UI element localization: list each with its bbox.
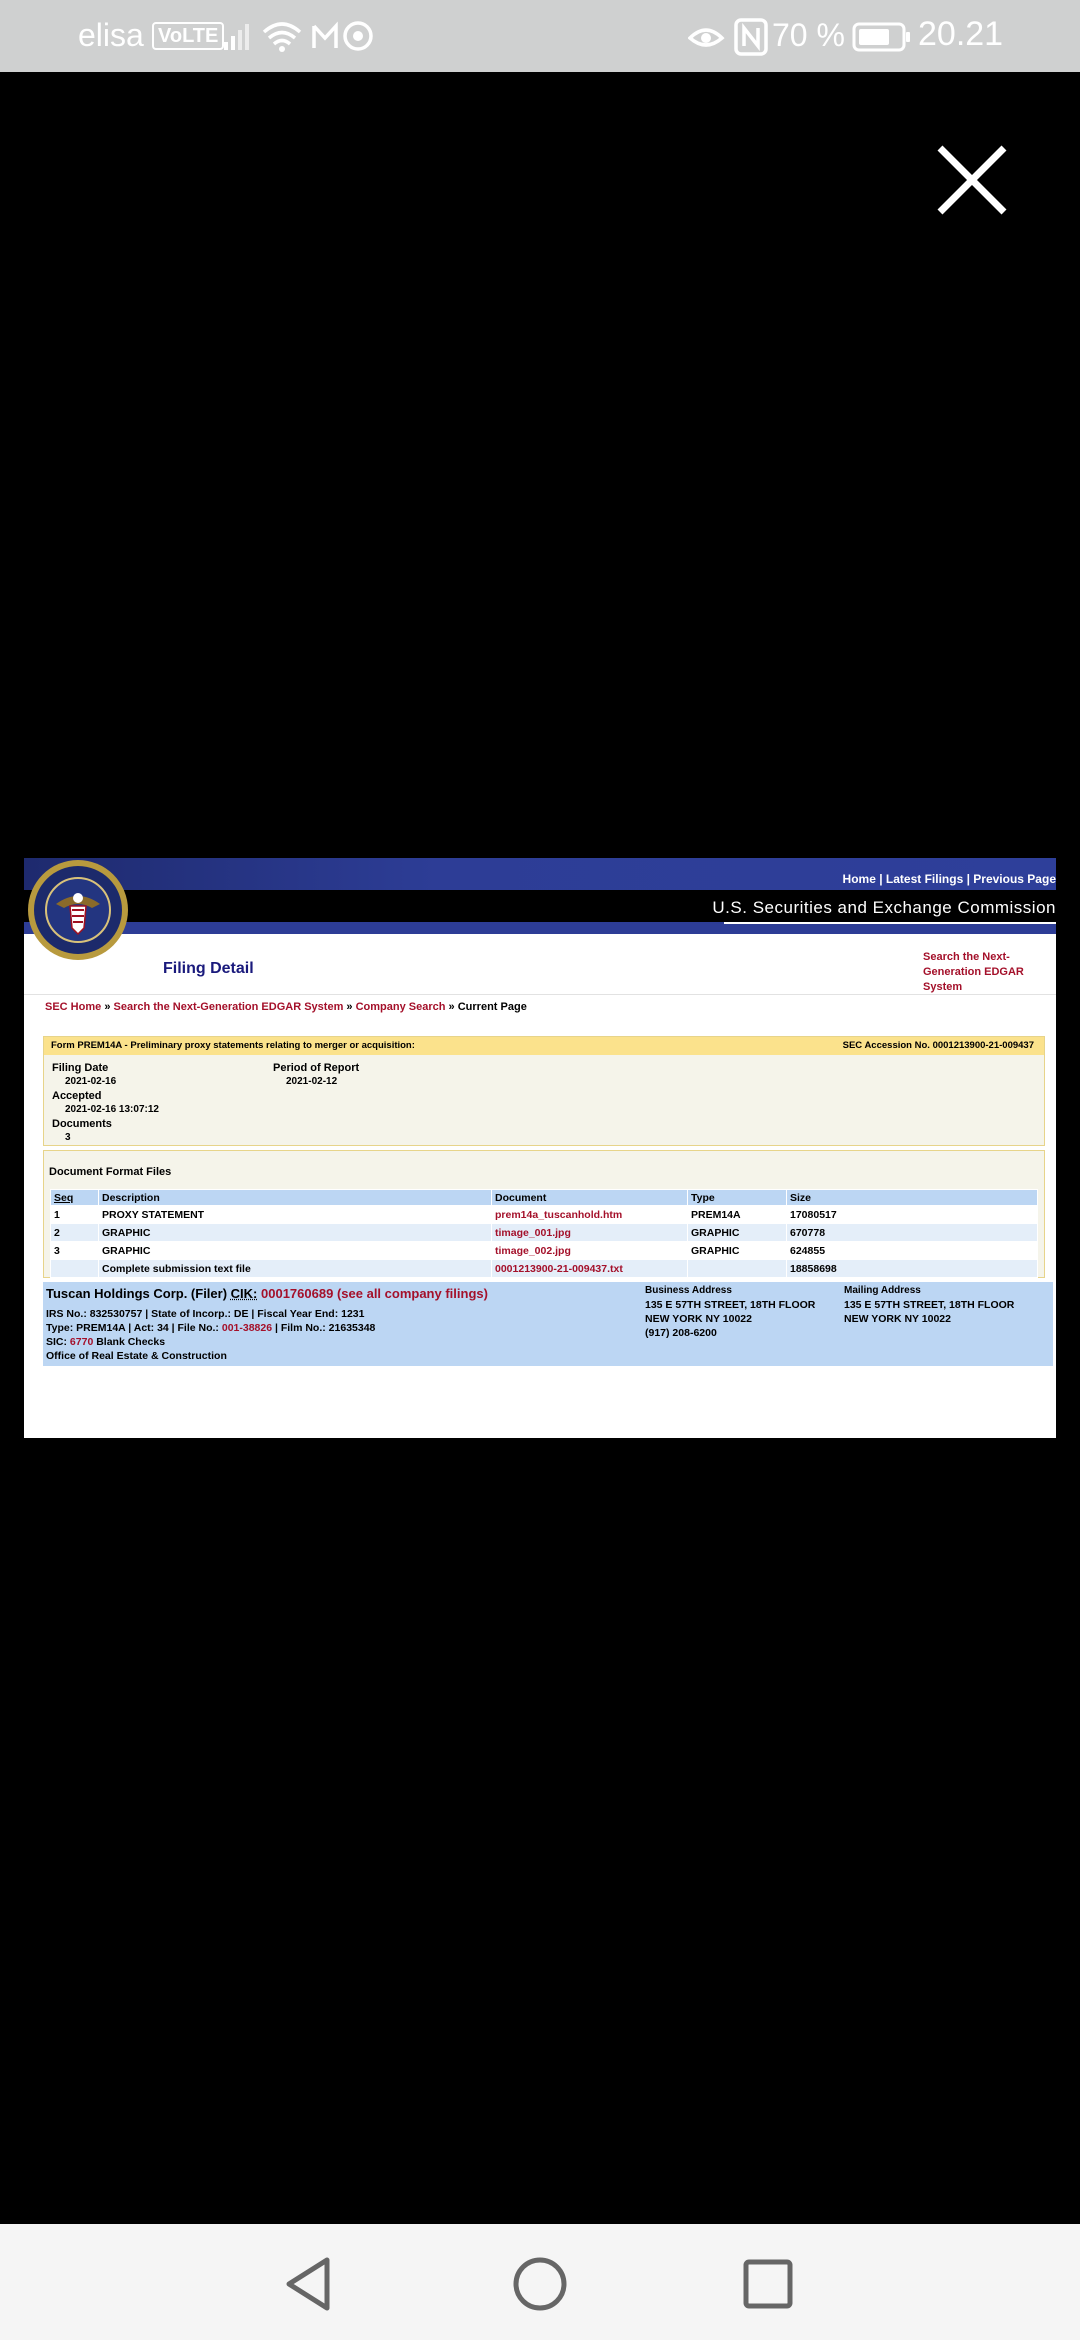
- col-description: Description: [99, 1190, 492, 1206]
- football-icon: [345, 23, 371, 49]
- cell-size: 17080517: [787, 1206, 1038, 1224]
- close-icon[interactable]: [934, 142, 1010, 218]
- table-row: [51, 1224, 1038, 1242]
- business-address-line2: NEW YORK NY 10022: [645, 1313, 752, 1325]
- period-value: 2021-02-12: [286, 1076, 338, 1087]
- sic-description: Blank Checks: [93, 1336, 166, 1348]
- type-prefix: Type: PREM14A | Act: 34 | File No.:: [46, 1322, 222, 1334]
- carrier-name: elisa: [78, 17, 144, 53]
- accession-label: SEC Accession No.: [842, 1040, 930, 1051]
- eye-nfc-icons: [688, 14, 768, 58]
- cell-type: [688, 1260, 787, 1278]
- breadcrumb: [45, 1001, 527, 1013]
- status-bar: [0, 0, 1080, 72]
- cell-size: 670778: [787, 1224, 1038, 1242]
- document-link[interactable]: 0001213900-21-009437.txt: [492, 1260, 688, 1278]
- irs-line: IRS No.: 832530757 | State of Incorp.: DE | Fiscal Year End: 1231: [46, 1308, 365, 1320]
- page-title: Filing Detail: [163, 960, 254, 977]
- cell-description: Complete submission text file: [99, 1260, 492, 1278]
- company-name: Tuscan Holdings Corp. (Filer): [46, 1286, 228, 1301]
- home-icon[interactable]: [510, 2254, 570, 2314]
- home-link[interactable]: Home: [842, 872, 876, 886]
- nfc-icon: [736, 20, 766, 54]
- col-document: Document: [492, 1190, 688, 1206]
- breadcrumb-next-gen-search[interactable]: Search the Next-Generation EDGAR System: [113, 1001, 344, 1013]
- cell-type: GRAPHIC: [688, 1224, 787, 1242]
- volte-badge: VoLTE: [152, 22, 224, 50]
- film-number: | Film No.: 21635348: [272, 1322, 376, 1334]
- cell-seq: 1: [51, 1206, 99, 1224]
- gmail-icon: [314, 26, 336, 48]
- breadcrumb-sec-home[interactable]: SEC Home: [45, 1001, 102, 1013]
- sec-seal-icon: [26, 858, 130, 962]
- table-row: [51, 1260, 1038, 1278]
- col-size: Size: [787, 1190, 1038, 1206]
- next-gen-search-link[interactable]: Search the Next-Generation EDGAR System: [923, 951, 1024, 993]
- breadcrumb-current: Current Page: [457, 1001, 527, 1013]
- agency-title: U.S. Securities and Exchange Commission: [712, 898, 1056, 917]
- back-icon[interactable]: [279, 2254, 339, 2314]
- wifi-icon: [264, 24, 300, 44]
- business-phone: (917) 208-6200: [645, 1327, 717, 1339]
- document-format-files: [43, 1150, 1045, 1278]
- form-description: Form PREM14A - Preliminary proxy statements relating to merger or acquisition:: [51, 1040, 415, 1051]
- mailing-address-label: Mailing Address: [844, 1285, 921, 1296]
- cik-link[interactable]: 0001760689: [261, 1286, 334, 1301]
- signal-icon: [224, 24, 249, 50]
- type-line: [46, 1322, 375, 1334]
- sic-link[interactable]: 6770: [69, 1336, 94, 1348]
- business-address-label: Business Address: [645, 1285, 732, 1296]
- business-address: [645, 1284, 815, 1340]
- mailing-address-line2: NEW YORK NY 10022: [844, 1313, 951, 1325]
- form-header: [44, 1037, 1044, 1055]
- accepted-label: Accepted: [52, 1090, 102, 1102]
- sic-line: [46, 1336, 165, 1348]
- document-link[interactable]: timage_002.jpg: [492, 1242, 688, 1260]
- company-info: [43, 1282, 1053, 1366]
- file-number-link[interactable]: 001-38826: [221, 1322, 273, 1334]
- accession-value: 0001213900-21-009437: [932, 1040, 1034, 1051]
- cell-description: GRAPHIC: [99, 1224, 492, 1242]
- filing-date-value: 2021-02-16: [65, 1076, 117, 1087]
- battery-percent: 70 %: [772, 17, 845, 53]
- cell-type: GRAPHIC: [688, 1242, 787, 1260]
- business-address-line1: 135 E 57TH STREET, 18TH FLOOR: [645, 1299, 816, 1311]
- eye-comfort-icon: [690, 30, 722, 45]
- breadcrumb-separator: »: [104, 1001, 111, 1013]
- cell-seq: [51, 1260, 99, 1278]
- col-type: Type: [688, 1190, 787, 1206]
- cell-seq: 2: [51, 1224, 99, 1242]
- section-title: Document Format Files: [49, 1166, 172, 1178]
- document-link[interactable]: prem14a_tuscanhold.htm: [492, 1206, 688, 1224]
- recents-icon[interactable]: [738, 2254, 798, 2314]
- cik-label: CIK:: [230, 1286, 258, 1301]
- company-name-line: [46, 1286, 488, 1301]
- documents-value: 3: [65, 1132, 71, 1143]
- cell-size: 18858698: [787, 1260, 1038, 1278]
- sic-label: SIC:: [46, 1336, 70, 1348]
- document-link[interactable]: timage_001.jpg: [492, 1224, 688, 1242]
- accession-number: [843, 1037, 1034, 1055]
- cell-seq: 3: [51, 1242, 99, 1260]
- cell-description: PROXY STATEMENT: [99, 1206, 492, 1224]
- cell-type: PREM14A: [688, 1206, 787, 1224]
- table-row: [51, 1206, 1038, 1224]
- filing-date-label: Filing Date: [52, 1062, 109, 1074]
- mailing-address-line1: 135 E 57TH STREET, 18TH FLOOR: [844, 1299, 1015, 1311]
- see-all-filings-link[interactable]: (see all company filings): [336, 1286, 488, 1301]
- navigation-bar: [0, 2224, 1080, 2340]
- period-label: Period of Report: [273, 1062, 360, 1074]
- col-seq: Seq: [51, 1190, 99, 1206]
- clock: 20.21: [918, 15, 1004, 53]
- divider: [24, 994, 1056, 995]
- cell-size: 624855: [787, 1242, 1038, 1260]
- breadcrumb-company-search[interactable]: Company Search: [355, 1001, 446, 1013]
- documents-table: [50, 1189, 1038, 1278]
- battery-icon: [852, 22, 912, 52]
- cell-description: GRAPHIC: [99, 1242, 492, 1260]
- signal-wifi-icons: [222, 16, 382, 56]
- title-underline: [724, 922, 1056, 924]
- breadcrumb-separator: »: [448, 1001, 455, 1013]
- office-line: Office of Real Estate & Construction: [46, 1350, 227, 1362]
- latest-filings-link[interactable]: Latest Filings: [885, 872, 964, 886]
- filing-detail-image: [24, 858, 1056, 1438]
- form-info-box: [43, 1036, 1045, 1146]
- breadcrumb-separator: »: [346, 1001, 353, 1013]
- accepted-value: 2021-02-16 13:07:12: [65, 1104, 159, 1115]
- documents-label: Documents: [52, 1118, 112, 1130]
- table-row: [51, 1242, 1038, 1260]
- previous-page-link[interactable]: Previous Page: [973, 872, 1056, 886]
- table-header: [51, 1190, 1038, 1206]
- top-links: Home | Latest Filings | Previous Page: [842, 872, 1056, 886]
- mailing-address: [844, 1284, 1014, 1326]
